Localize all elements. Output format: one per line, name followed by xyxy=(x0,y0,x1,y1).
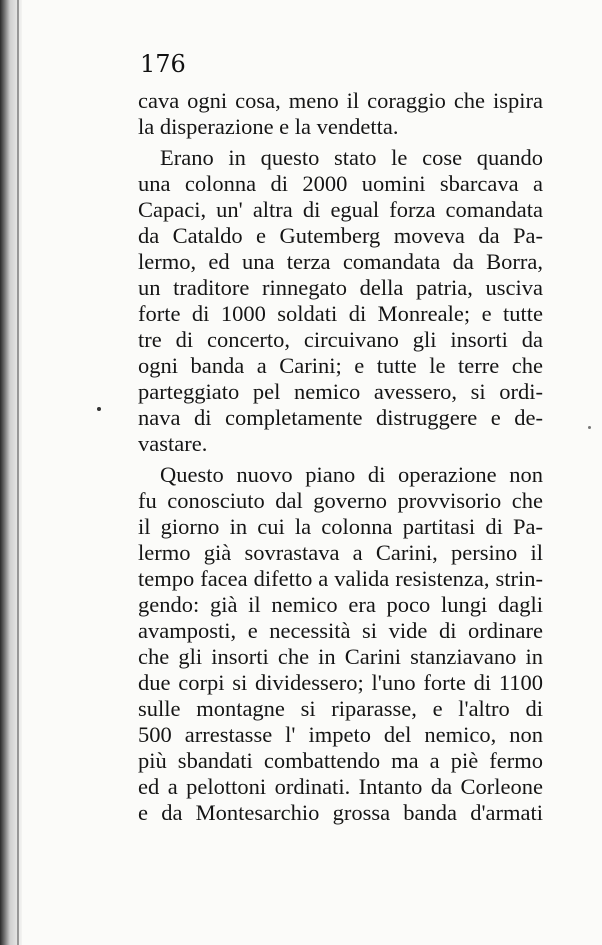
text-line: gendo: già il nemico era poco lungi dagli xyxy=(138,592,543,617)
text-line: la disperazione e la vendetta. xyxy=(138,114,399,139)
text-line: avamposti, e necessità si vide di ordinare xyxy=(138,618,543,643)
page-number: 176 xyxy=(140,50,186,78)
text-line: più sbandati combattendo ma a piè fermo xyxy=(138,748,543,773)
text-line: tre di concerto, circuivano gli insorti da xyxy=(138,327,543,352)
text-line: lermo già sovrastava a Carini, persino il xyxy=(138,540,543,565)
margin-dot xyxy=(97,407,101,411)
text-line: Capaci, un' altra di egual forza comandata xyxy=(138,197,543,222)
text-line: parteggiato pel nemico avessero, si ordi- xyxy=(138,379,543,404)
text-line: tempo facea difetto a valida resistenza, strin- xyxy=(138,566,543,591)
text-line: che gli insorti che in Carini stanziavano in xyxy=(138,644,543,669)
text-line: sulle montagne si riparasse, e l'altro di xyxy=(138,696,543,721)
text-line: lermo, ed una terza comandata da Borra, xyxy=(138,249,543,274)
text-line: una colonna di 2000 uomini sbarcava a xyxy=(138,171,543,196)
page-edge-rule xyxy=(17,0,19,945)
text-line: forte di 1000 soldati di Monreale; e tutte xyxy=(138,301,543,326)
paragraph-start-line: Erano in questo stato le cose quando xyxy=(160,145,543,170)
margin-dot xyxy=(588,426,591,429)
text-line: fu conosciuto dal governo provvisorio che xyxy=(138,488,543,513)
text-line: 500 arrestasse l' impeto del nemico, non xyxy=(138,722,543,747)
text-line: da Cataldo e Gutemberg moveva da Pa- xyxy=(138,223,543,248)
text-line: ed a pelottoni ordinati. Intanto da Corleone xyxy=(138,774,543,799)
text-line: due corpi si dividessero; l'uno forte di 1100 xyxy=(138,670,543,695)
text-line: un traditore rinnegato della patria, usciva xyxy=(138,275,543,300)
text-line: e da Montesarchio grossa banda d'armati xyxy=(138,800,543,825)
text-line: il giorno in cui la colonna partitasi di Pa- xyxy=(138,514,543,539)
text-line: cava ogni cosa, meno il coraggio che ispira xyxy=(138,88,543,113)
text-line: ogni banda a Carini; e tutte le terre che xyxy=(138,353,543,378)
paragraph-start-line: Questo nuovo piano di operazione non xyxy=(160,462,543,487)
text-line: vastare. xyxy=(138,431,208,456)
text-line: nava di completamente distruggere e de- xyxy=(138,405,543,430)
